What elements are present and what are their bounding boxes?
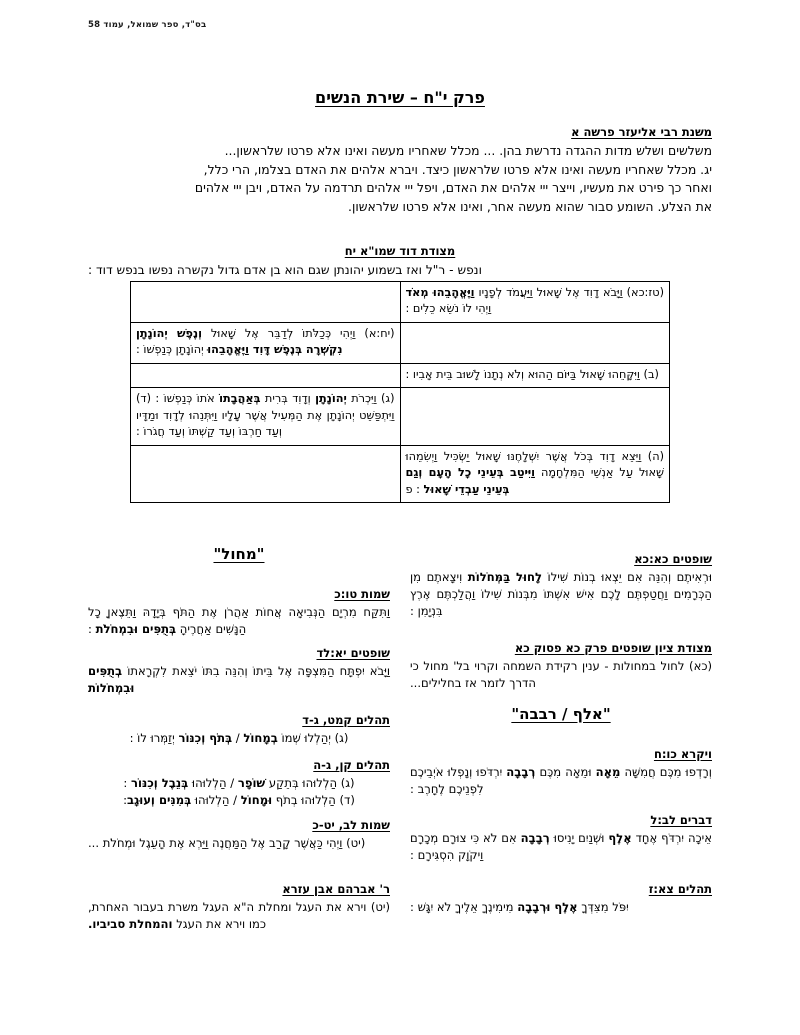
page-title: פרק י"ח – שירת הנשים xyxy=(315,88,485,107)
source-body: (יט) וירא את העגל ומחלת ה"א העגל משרת בעבור האחרת, כמו וירא את העגל והמחלת סביביו. xyxy=(88,899,390,932)
source-heading: ר' אברהם אבן עזרא xyxy=(282,882,390,896)
table-cell-right xyxy=(400,363,670,387)
section-metzudat-david xyxy=(88,243,712,279)
table-cell-left xyxy=(131,322,401,363)
table-row xyxy=(131,445,670,502)
group-title-elef-revava: "אלף / רבבה" xyxy=(511,705,611,723)
verse-text: (טז:כא) וַיָּבֹא דָוִד אֶל שָׁאוּל וַיַּעֲמֹד לְפָנָיו וַיֶּאֱהָבֵהוּ מְאֹד וַיְהִי לוֹ נֹשֵׂא כֵלִים : xyxy=(405,286,664,316)
section-heading-mishnat: משנת רבי אליעזר פרשה א xyxy=(571,125,712,139)
verse-comparison-table xyxy=(130,281,670,503)
source-shemot-32-19 xyxy=(88,817,390,852)
source-heading: תהלים קן, ג-ה xyxy=(313,758,390,772)
verse-table-body xyxy=(131,282,670,503)
source-heading: תהלים קמט, ג-ד xyxy=(302,713,390,727)
table-row xyxy=(131,388,670,445)
source-heading: ויקרא כו:ח xyxy=(653,747,712,761)
source-body: (יט) וַיְהִי כַּאֲשֶׁר קָרַב אֶל הַמַּחֲנֶה וַיַּרְא אֶת הָעֵגֶל וּמְחֹלֹת ... xyxy=(88,835,366,850)
source-body: וְרָדְפוּ מִכֶּם חֲמִשָּׁה מֵאָה וּמֵאָה מִכֶּם רְבָבָה יִרְדֹּפוּ וְנָפְלוּ אֹיְבֵיכֶם לִפְנֵיכֶם לֶחָרֶב : xyxy=(410,764,712,797)
source-body: וַיָּבֹא יִפְתָּח הַמִּצְפָּה אֶל בֵּיתוֹ וְהִנֵּה בִתּוֹ יֹצֵאת לִקְרָאתוֹ בְתֻפִּים וּבִמְחֹלוֹת xyxy=(88,663,390,696)
verse-text: (ב) וַיִּקָּחֵהוּ שָׁאוּל בַּיּוֹם הַהוּא וְלֹא נְתָנוֹ לָשׁוּב בֵּית אָבִיו : xyxy=(405,367,659,381)
table-row xyxy=(131,363,670,387)
table-cell-right xyxy=(400,445,670,502)
source-shoftim-11-34 xyxy=(88,645,390,697)
source-body: יִפֹּל מִצִּדְּךָ אֶלֶף וּרְבָבָה מִימִינֶךָ אֵלֶיךָ לֹא יִגָּשׁ : xyxy=(410,899,629,914)
source-heading: תהלים צא:ז xyxy=(648,882,712,896)
source-heading: שופטים כא:כא xyxy=(634,552,712,566)
table-cell-left xyxy=(131,445,401,502)
source-body: וַתִּקַּח מִרְיָם הַנְּבִיאָה אֲחוֹת אַהֲרֹן אֶת הַתֹּף בְּיָדָהּ וַתֵּצֶאןָ כָל הַנָּשִׁים אַחֲרֶיהָ בְּתֻפִּים וּבִמְחֹלֹת : xyxy=(88,604,390,637)
verse-text xyxy=(136,285,395,300)
section-heading-metzudat-david: מצודת דוד שמו"א יח xyxy=(344,244,456,258)
source-metzudat-tzion-shoftim xyxy=(410,640,712,692)
source-heading: שמות לב, יט-כ xyxy=(312,818,390,832)
source-vayikra-26-8 xyxy=(410,746,712,798)
source-tehillim-150 xyxy=(88,757,390,809)
table-row xyxy=(131,282,670,323)
verse-text xyxy=(136,449,395,464)
verse-text: (ג) וַיִּכְרֹת יְהוֹנָתָן וְדָוִד בְּרִית בְּאַהֲבָתוֹ אֹתוֹ כְּנַפְשׁוֹ : (ד) וַיִּתְפַּשֵּׁט יְהוֹנָתָן אֶת הַמְּעִיל אֲשֶׁר עָלָיו וַיִּתְּנֵהוּ לְדָוִד וּמַדָּיו וְעַד חַרְבּוֹ וְעַד קַשְׁתּוֹ וְעַד חֲגֹרוֹ : xyxy=(136,392,395,439)
source-heading: שופטים יא:לד xyxy=(316,646,390,660)
verse-text xyxy=(136,367,395,382)
intro-line-3: ואחר כך פירט את מעשיו, וייצר ייי אלהים את האדם, ויפל ייי אלהים תרדמה על האדם, ויבן ייי אלהים xyxy=(194,180,712,196)
verse-text: (יח:א) וַיְהִי כְּכַלֹּתוֹ לְדַבֵּר אֶל שָׁאוּל וְנֶפֶשׁ יְהוֹנָתָן נִקְשְׁרָה בְּנֶפֶשׁ דָּוִד וַיֶּאֱהָבֵהוּ יְהוֹנָתָן כְּנַפְשׁוֹ : xyxy=(136,326,395,357)
source-tehillim-91-7 xyxy=(410,881,712,916)
source-heading: דברים לב:ל xyxy=(650,813,712,827)
verse-text xyxy=(406,391,665,406)
group-title-machol-wrap xyxy=(88,545,390,563)
source-body: (ג) הַלְלוּהוּ בְּתֵקַע שׁוֹפָר / הַלְלוּהוּ בְּנֵבֶל וְכִנּוֹר : (ד) הַלְלוּהוּ בְתֹף וּמָחוֹל / הַלְלוּהוּ בְּמִנִּים וְעוּגָב: xyxy=(123,775,355,808)
document-header: בס"ד, ספר שמואל, עמוד 58 xyxy=(88,20,207,30)
source-heading: מצודת ציון שופטים פרק כא פסוק כא xyxy=(514,641,712,655)
section-body-mishnat xyxy=(88,142,712,217)
intro-line-2: יג. מכלל שאחריו מעשה ואינו אלא פרטו שלראשון כיצד. ויברא אלהים את האדם בצלמו, הרי כלל, xyxy=(203,161,712,177)
source-ibn-ezra xyxy=(88,881,390,933)
source-body: (כא) לחול במחולות - ענין רקידת השמחה וקרוי בל' מחול כי הדרך לזמר אז בחלילים... xyxy=(410,658,712,691)
source-tehillim-149 xyxy=(88,712,390,747)
table-cell-left xyxy=(131,282,401,323)
table-cell-right xyxy=(400,388,670,445)
intro-line-4: את הצלע. השומע סבור שהוא מעשה אחר, ואינו אלא פרטו שלראשון. xyxy=(348,199,712,215)
source-shemot-15-20 xyxy=(88,586,390,638)
source-body: וּרְאִיתֶם וְהִנֵּה אִם יֵצְאוּ בְנוֹת שִׁילוֹ לָחוּל בַּמְּחֹלוֹת וִיצָאתֶם מִן הַכְּרָמִים וַחֲטַפְתֶּם לָכֶם אִישׁ אִשְׁתּוֹ מִבְּנוֹת שִׁילוֹ וַהֲלַכְתֶּם אֶרֶץ בִּנְיָמִן : xyxy=(410,569,712,619)
source-body: (ג) יְהַלְלוּ שְׁמוֹ בְמָחוֹל / בְּתֹף וְכִנּוֹר יְזַמְּרוּ לוֹ : xyxy=(129,730,349,745)
table-cell-right xyxy=(400,322,670,363)
source-body: אֵיכָה יִרְדֹּף אֶחָד אֶלֶף וּשְׁנַיִם יָנִיסוּ רְבָבָה אִם לֹא כִּי צוּרָם מְכָרָם וַיקֹוָק הִסְגִּירָם : xyxy=(410,830,713,863)
table-cell-right xyxy=(400,282,670,323)
table-cell-left xyxy=(131,363,401,387)
source-shoftim-21-21 xyxy=(410,551,712,621)
table-cell-left xyxy=(131,388,401,445)
table-row xyxy=(131,322,670,363)
group-title-elef-wrap xyxy=(410,705,712,723)
verse-text xyxy=(406,326,665,341)
source-devarim-32-30 xyxy=(410,812,712,864)
source-heading: שמות טו:כ xyxy=(334,587,390,601)
section-body-metzudat-david: ונפש - ר"ל ואז בשמוע יהונתן שגם הוא בן אדם גדול נקשרה נפשו בנפש דוד : xyxy=(88,262,482,277)
section-mishnat-rabbi-eliezer xyxy=(88,124,712,217)
intro-line-1: משלשים ושלש מדות ההגדה נדרשת בהן. ... מכלל שאחריו מעשה ואינו אלא פרטו שלראשון... xyxy=(224,142,712,158)
verse-text: (ה) וַיֵּצֵא דָוִד בְּכֹל אֲשֶׁר יִשְׁלָחֶנּוּ שָׁאוּל יַשְׂכִּיל וַיְשִׂמֵהוּ שָׁאוּל עַל אַנְשֵׁי הַמִּלְחָמָה וַיִּיטַב בְּעֵינֵי כָל הָעָם וְגַם בְּעֵינֵי עַבְדֵי שָׁאוּל : פ xyxy=(405,449,664,496)
group-title-machol: "מחול" xyxy=(213,545,265,563)
